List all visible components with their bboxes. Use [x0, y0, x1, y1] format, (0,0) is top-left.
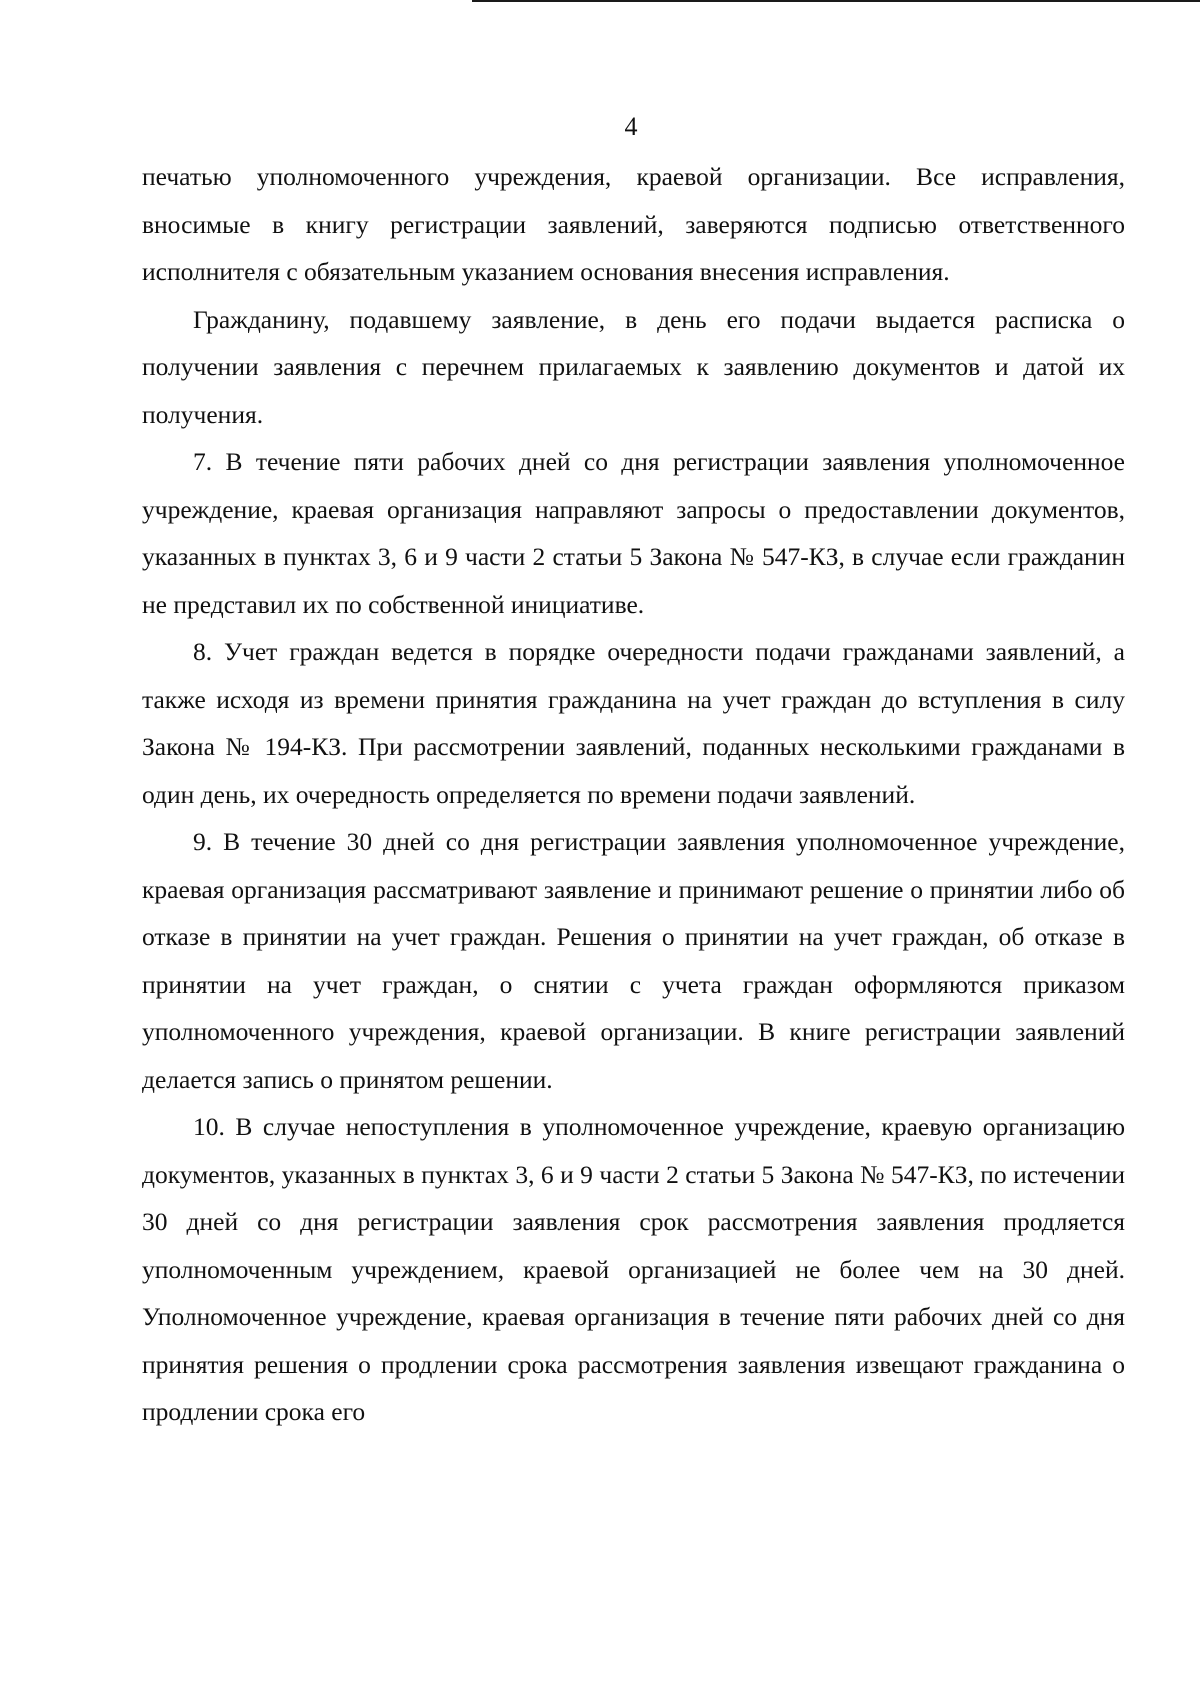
top-edge-rule	[472, 0, 1200, 2]
paragraph-item-7: 7. В течение пяти рабочих дней со дня регистрации заявления уполномоченное учреждение, краевая организация направляют запросы о предоставлении документов, указанных в пунктах 3, 6 и 9 части 2 статьи 5 Закона № 547-КЗ, в случае если гражданин не представил их по собственной инициативе.	[142, 447, 1125, 619]
paragraph-item-10: 10. В случае непоступления в уполномоченное учреждение, краевую организацию документов, указанных в пунктах 3, 6 и 9 части 2 статьи 5 Закона № 547-КЗ, по истечении 30 дней со дня регистрации заявления срок рассмотрения заявления продляется уполномоченным учреждением, краевой организацией не более чем на 30 дней. Уполномоченное учреждение, краевая организация в течение пяти рабочих дней со дня принятия решения о продлении срока рассмотрения заявления извещают гражданина о продлении срока его	[142, 1112, 1125, 1426]
paragraph-receipt: Гражданину, подавшему заявление, в день его подачи выдается расписка о получении заявления с перечнем прилагаемых к заявлению документов и датой их получения.	[142, 304, 1125, 429]
page-number: 4	[624, 112, 638, 141]
document-body	[142, 153, 1125, 1436]
paragraph-item-9: 9. В течение 30 дней со дня регистрации заявления уполномоченное учреждение, краевая организация рассматривают заявление и принимают решение о принятии либо об отказе в принятии на учет граждан. Решения о принятии на учет граждан, об отказе в принятии на учет граждан, о снятии с учета граждан оформляются приказом уполномоченного учреждения, краевой организации. В книге регистрации заявлений делается запись о принятом решении.	[142, 827, 1125, 1094]
paragraph-item-8: 8. Учет граждан ведется в порядке очередности подачи гражданами заявлений, а также исходя из времени принятия гражданина на учет граждан до вступления в силу Закона № 194-КЗ. При рассмотрении заявлений, поданных несколькими гражданами в один день, их очередность определяется по времени подачи заявлений.	[142, 637, 1125, 809]
paragraph-continuation: печатью уполномоченного учреждения, краевой организации. Все исправления, вносимые в книгу регистрации заявлений, заверяются подписью ответственного исполнителя с обязательным указанием основания внесения исправления.	[142, 162, 1125, 286]
